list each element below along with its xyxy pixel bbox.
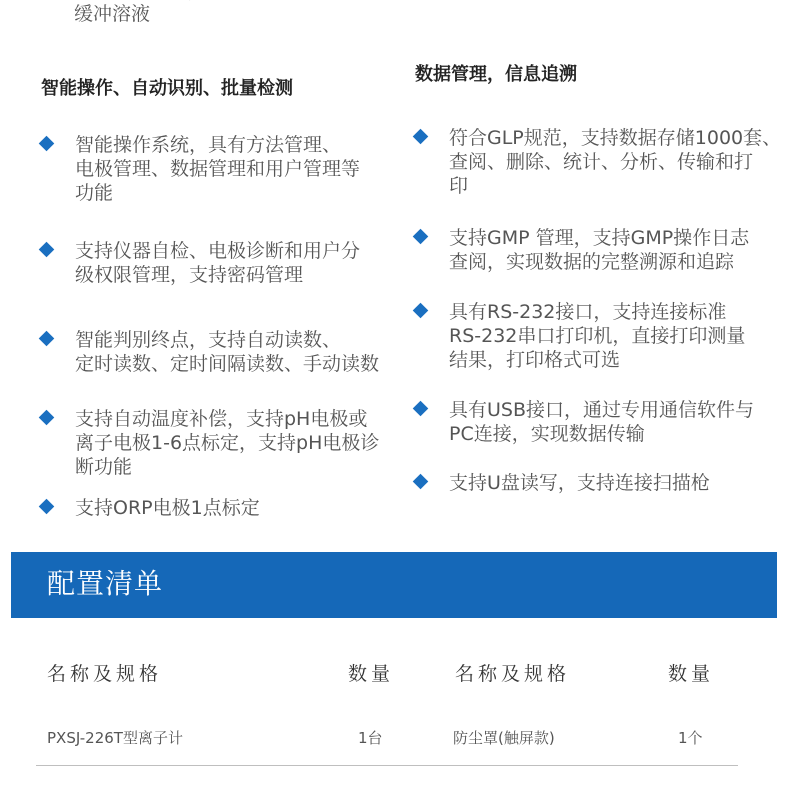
table-header-qty-right: 数量: [668, 663, 715, 685]
table-cell-qty-right: 1个: [678, 729, 703, 747]
section-heading-right: 数据管理，信息追溯: [415, 64, 577, 85]
feature-text: [449, 398, 787, 446]
text-line: 功能: [75, 182, 114, 204]
feature-text: [75, 407, 405, 479]
top-clipped-text: [0, 0, 788, 34]
text-line: 缓冲溶液: [74, 3, 151, 25]
text-line: 具有USB接口，通过专用通信软件与: [449, 399, 755, 421]
feature-text: [449, 126, 787, 198]
text-line: 级权限管理，支持密码管理: [75, 264, 304, 286]
diamond-bullet-icon: [413, 401, 429, 417]
diamond-bullet-icon: [39, 410, 55, 426]
top-right-text: [446, 0, 766, 2]
text-line: 印: [449, 175, 469, 197]
text-line: 具有RS-232接口，支持连接标准: [449, 301, 727, 323]
section-heading-left: 智能操作、自动识别、批量检测: [41, 78, 293, 99]
text-line: 结果，打印格式可选: [449, 349, 621, 371]
text-line: 查阅、删除、统计、分析、传输和打: [449, 151, 754, 173]
text-line: 智能判别终点，支持自动读数、: [75, 329, 342, 351]
feature-text: [449, 300, 787, 372]
table-row-divider: [36, 765, 738, 766]
text-line: 定时读数、定时间隔读数、手动读数: [75, 353, 380, 375]
text-line: 查阅，实现数据的完整溯源和追踪: [449, 251, 735, 273]
table-cell-qty-left: 1台: [358, 729, 383, 747]
text-line: 符合GLP规范，支持数据存储1000套、: [449, 127, 782, 149]
text-line: 离子电极1-6点标定，支持pH电极诊: [75, 432, 380, 454]
text-line: 支持仪器自检、电极诊断和用户分: [75, 240, 361, 262]
table-header-name-left: 名称及规格: [47, 663, 163, 685]
text-line: 支持自动温度补偿，支持pH电极或: [75, 408, 368, 430]
text-line: RS-232串口打印机，直接打印测量: [449, 325, 746, 347]
table-cell-name-left: PXSJ-226T型离子计: [47, 729, 183, 747]
diamond-bullet-icon: [39, 136, 55, 152]
config-banner: [11, 552, 777, 618]
diamond-bullet-icon: [413, 129, 429, 145]
text-line: 电极管理、数据管理和用户管理等: [75, 158, 361, 180]
diamond-bullet-icon: [39, 331, 55, 347]
diamond-bullet-icon: [413, 229, 429, 245]
text-line: 支持U盘读写，支持连接扫描枪: [449, 472, 710, 494]
banner-title: 配置清单: [47, 567, 164, 600]
text-line: PC连接，实现数据传输: [449, 423, 645, 445]
text-line: 断功能: [75, 456, 133, 478]
text-line: 支持GMP 管理，支持GMP操作日志: [449, 227, 750, 249]
table-header-name-right: 名称及规格: [455, 663, 571, 685]
text-line: 智能操作系统，具有方法管理、: [75, 134, 342, 156]
text-line: [446, 0, 766, 2]
feature-text: [75, 328, 405, 376]
table-header-qty-left: 数量: [348, 663, 395, 685]
table-cell-name-right: 防尘罩(触屏款): [453, 729, 555, 747]
diamond-bullet-icon: [413, 474, 429, 490]
feature-text: [449, 471, 787, 495]
feature-text: [75, 239, 405, 287]
top-left-text: [74, 0, 394, 26]
text-line: 支持ORP电极1点标定: [75, 497, 260, 519]
diamond-bullet-icon: [39, 242, 55, 258]
diamond-bullet-icon: [39, 499, 55, 515]
feature-text: [75, 133, 405, 205]
diamond-bullet-icon: [413, 303, 429, 319]
feature-text: [449, 226, 787, 274]
feature-text: [75, 496, 405, 520]
